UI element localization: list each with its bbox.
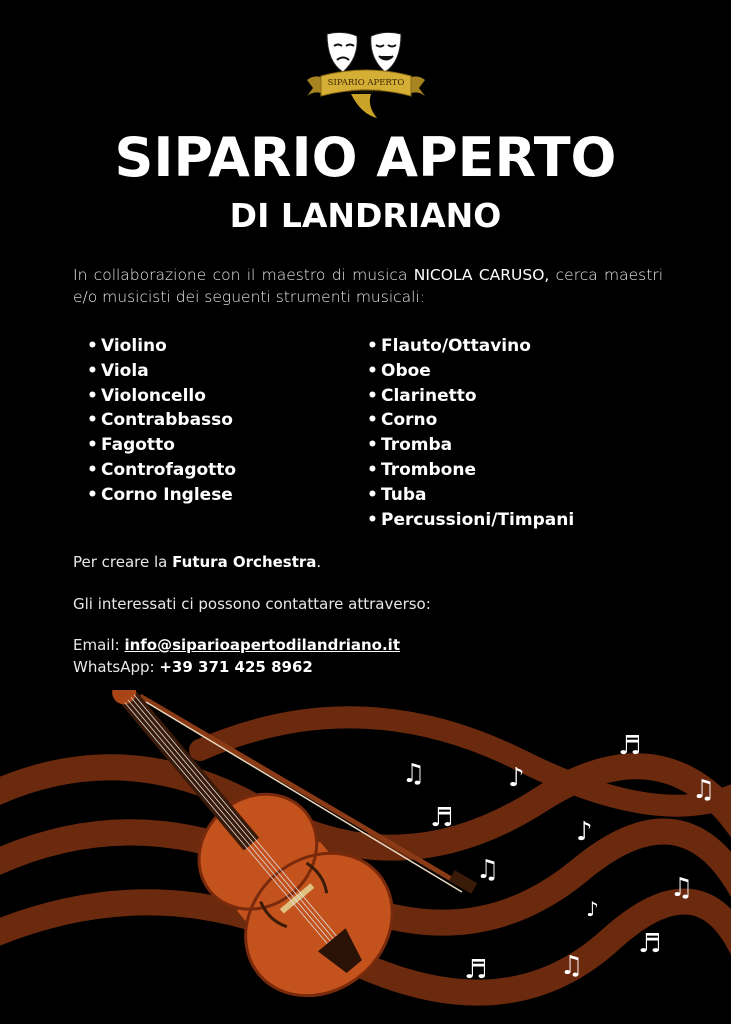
- sub-title: DI LANDRIANO: [229, 196, 502, 235]
- intro-suffix: cerca maestri e/o musicisti dei seguenti strumenti musicali:: [73, 266, 664, 306]
- list-item: • Controfagotto: [87, 458, 236, 483]
- music-note-icon: ♬: [464, 955, 488, 985]
- purpose-line: [73, 553, 321, 571]
- list-item: • Clarinetto: [367, 384, 574, 409]
- list-item: • Flauto/Ottavino: [367, 334, 574, 359]
- list-item: • Contrabbasso: [87, 408, 236, 433]
- music-note-icon: ♪: [508, 763, 525, 793]
- whatsapp-label: WhatsApp:: [73, 658, 160, 676]
- contact-intro: Gli interessati ci possono contattare attraverso:: [73, 595, 431, 613]
- list-item: • Fagotto: [87, 433, 236, 458]
- list-item: • Oboe: [367, 359, 574, 384]
- list-item: • Viola: [87, 359, 236, 384]
- theatre-masks-icon: [327, 32, 401, 72]
- main-title: SIPARIO APERTO: [114, 126, 617, 189]
- list-item: • Tromba: [367, 433, 574, 458]
- list-item: • Corno Inglese: [87, 483, 236, 508]
- ribbon-subtext: LANDRIANO: [351, 90, 381, 95]
- whatsapp-line: [73, 658, 313, 676]
- purpose-highlight: Futura Orchestra: [172, 553, 317, 571]
- list-item: • Trombone: [367, 458, 574, 483]
- list-item: • Percussioni/Timpani: [367, 508, 574, 533]
- music-note-icon: ♪: [586, 897, 599, 921]
- email-link[interactable]: info@siparioapertodilandriano.it: [124, 636, 400, 654]
- instrument-list-1: [87, 334, 236, 508]
- list-item: • Corno: [367, 408, 574, 433]
- music-note-icon: ♫: [692, 775, 716, 805]
- violin-illustration: [0, 690, 731, 1024]
- music-note-icon: ♫: [670, 873, 694, 903]
- music-note-icon: ♫: [560, 951, 584, 981]
- music-note-icon: ♬: [430, 803, 454, 833]
- intro-prefix: In collaborazione con il maestro di musica: [73, 266, 414, 284]
- music-note-icon: ♪: [576, 817, 593, 847]
- ribbon-text: SIPARIO APERTO: [327, 78, 405, 88]
- whatsapp-number: +39 371 425 8962: [159, 658, 313, 676]
- music-note-icon: ♬: [638, 929, 662, 959]
- list-item: • Violoncello: [87, 384, 236, 409]
- instrument-list-2: [367, 334, 574, 532]
- email-line: [73, 636, 400, 654]
- maestro-name: NICOLA CARUSO,: [413, 266, 550, 284]
- intro-paragraph: [73, 264, 663, 308]
- email-label: Email:: [73, 636, 125, 654]
- purpose-suffix: .: [316, 553, 322, 571]
- music-note-icon: ♬: [618, 731, 642, 761]
- music-note-icon: ♫: [476, 855, 500, 885]
- theatre-masks-logo: [305, 28, 427, 120]
- list-item: • Tuba: [367, 483, 574, 508]
- purpose-prefix: Per creare la: [73, 553, 173, 571]
- list-item: • Violino: [87, 334, 236, 359]
- music-note-icon: ♫: [402, 759, 426, 789]
